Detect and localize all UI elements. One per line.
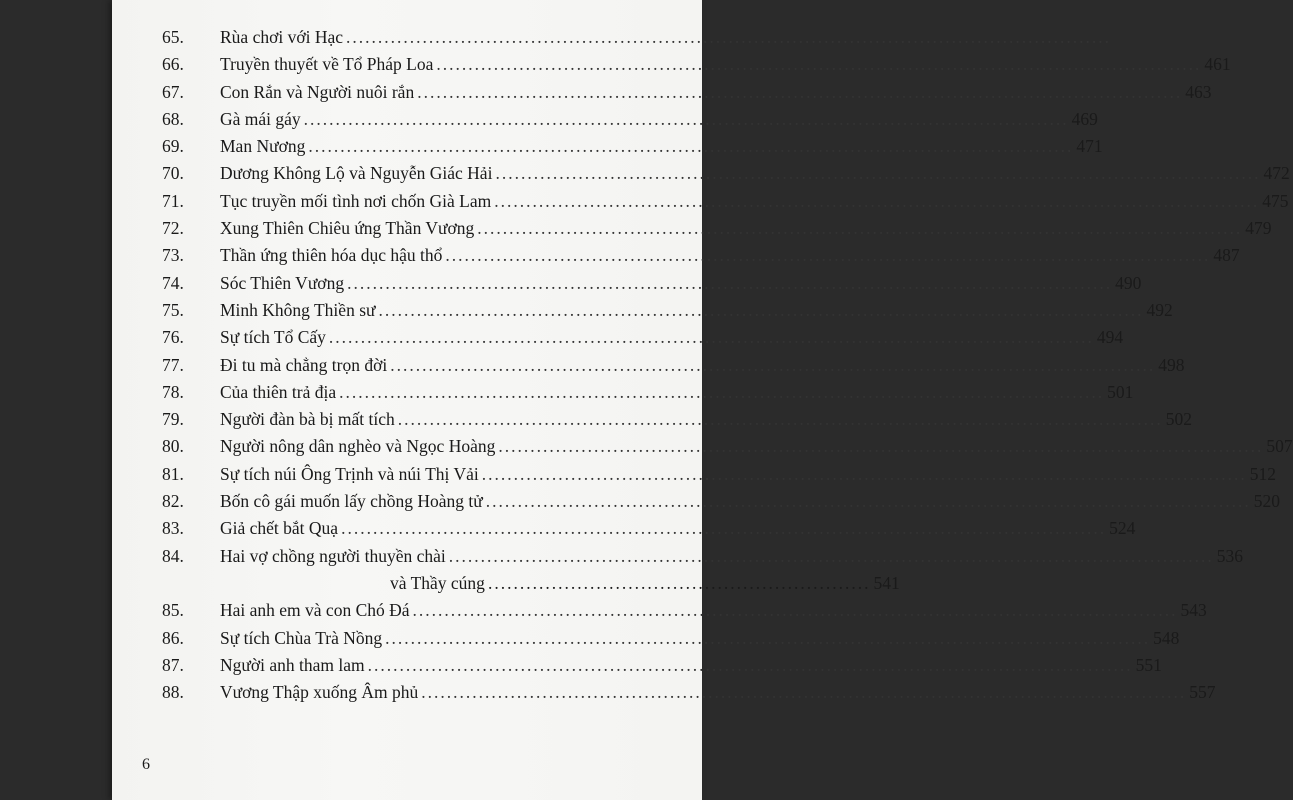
toc-entry-page: 541 [873, 572, 900, 593]
dot-leader: ........................................................................................................................ [485, 491, 1251, 512]
toc-entry-title: Rùa chơi với Hạc [220, 27, 343, 47]
toc-entry-number: 81. [162, 463, 184, 484]
toc-entry-number: 84. [162, 545, 184, 566]
toc-entry-page: 502 [1165, 409, 1192, 430]
dot-leader: ........................................................................................................................ [367, 654, 1133, 675]
toc-entry-number: 88. [162, 682, 184, 703]
dot-leader: ........................................................................................................................ [385, 627, 1151, 648]
toc-entry-title: Sự tích núi Ông Trịnh và núi Thị Vải [220, 463, 479, 484]
toc-entry-title: Người anh tham lam [220, 654, 365, 675]
toc-entry-page: 524 [1109, 518, 1136, 539]
toc-entry-number: 76. [162, 327, 184, 348]
toc-entry-page: 471 [1076, 136, 1103, 157]
toc-entry-page: 492 [1146, 299, 1173, 320]
dot-leader: ........................................................................................................................ [412, 600, 1178, 621]
toc-entry-title: Người nông dân nghèo và Ngọc Hoàng [220, 436, 496, 457]
toc-entry [162, 352, 1185, 379]
toc-entry-title: Người đàn bà bị mất tích [220, 409, 395, 430]
toc-entry-number: 70. [162, 163, 184, 184]
toc-entry [162, 215, 1272, 242]
toc-entry-page: 479 [1245, 218, 1272, 239]
toc-entry [162, 297, 1173, 324]
toc-entry [162, 188, 1289, 215]
toc-entry-number: 82. [162, 491, 184, 512]
page-number: 6 [142, 756, 150, 773]
toc-entry [162, 625, 1180, 652]
toc-entry-title: Minh Không Thiền sư [220, 299, 376, 320]
toc-entry-number: 65. [162, 27, 184, 47]
toc-entry [162, 79, 1212, 106]
toc-entry [162, 543, 1244, 570]
toc-entry [162, 324, 1124, 351]
dot-leader: ........................................................................................................................ [390, 354, 1156, 375]
toc-entry-page: 520 [1253, 491, 1280, 512]
dot-leader: ........................................................................................................................ [481, 463, 1247, 484]
toc-entry-number: 85. [162, 600, 184, 621]
toc-entry-number: 66. [162, 54, 184, 75]
dot-leader: ........................................................................................................................ [308, 136, 1074, 157]
toc-entry [162, 51, 1231, 78]
toc-entry-number: 69. [162, 136, 184, 157]
table-of-contents [162, 24, 1293, 706]
toc-entry-number: 72. [162, 218, 184, 239]
toc-entry-title: Xung Thiên Chiêu ứng Thần Vương [220, 218, 475, 239]
toc-entry-number: 83. [162, 518, 184, 539]
toc-entry [162, 515, 1136, 542]
toc-entry [162, 133, 1103, 160]
toc-entry-title: Hai anh em và con Chó Đá [220, 600, 410, 621]
toc-entry-title: Thần ứng thiên hóa dục hậu thổ [220, 245, 443, 266]
toc-entry-title: Giả chết bắt Quạ [220, 518, 339, 539]
toc-entry [162, 242, 1240, 269]
toc-entry-number: 77. [162, 354, 184, 375]
toc-entry-page: 494 [1096, 327, 1124, 348]
dot-leader: ........................................................................................................................ [339, 381, 1105, 402]
toc-entry [162, 652, 1162, 679]
toc-entry [162, 379, 1134, 406]
toc-entry [162, 679, 1216, 706]
toc-entry-number: 79. [162, 409, 184, 430]
toc-entry [162, 461, 1276, 488]
toc-entry-title: Đi tu mà chẳng trọn đời [220, 354, 388, 375]
toc-entry-title: Bốn cô gái muốn lấy chồng Hoàng tử [220, 491, 483, 512]
toc-entry-page: 512 [1249, 463, 1276, 484]
toc-entry-page: 551 [1135, 654, 1162, 675]
dot-leader: ........................................................................................................................ [494, 190, 1260, 211]
toc-entry-page: 472 [1263, 163, 1290, 184]
toc-entry-title: Hai vợ chồng người thuyền chài [220, 545, 446, 566]
toc-entry-page: 469 [1071, 108, 1098, 129]
toc-entry-number: 87. [162, 654, 184, 675]
toc-entry-title: và Thầy cúng [390, 572, 485, 593]
toc-entry-title: Vương Thập xuống Âm phủ [220, 682, 419, 703]
toc-entry [162, 160, 1290, 187]
toc-entry [162, 597, 1207, 624]
toc-entry-number: 80. [162, 436, 184, 457]
dot-leader: ........................................................................................................................ [495, 163, 1261, 184]
toc-entry [162, 106, 1098, 133]
dot-leader: ........................................................................................................................ [378, 299, 1144, 320]
toc-entry-title: Sóc Thiên Vương [220, 272, 345, 293]
dot-leader: ........................................................................................................................ [328, 327, 1094, 348]
dot-leader: ........................................................................................................................ [347, 272, 1113, 293]
dot-leader: ........................................................................................................................ [346, 27, 1111, 47]
toc-entry-title: Của thiên trả địa [220, 381, 337, 402]
toc-entry [162, 406, 1192, 433]
toc-entry-page: 557 [1189, 682, 1216, 703]
toc-entry-number: 75. [162, 299, 184, 320]
toc-entry-page: 463 [1185, 81, 1212, 102]
toc-entry-title: Truyền thuyết về Tổ Pháp Loa [220, 54, 434, 75]
toc-entry-title: Gà mái gáy [220, 108, 301, 129]
toc-entry-title: Dương Không Lộ và Nguyễn Giác Hải [220, 163, 493, 184]
toc-entry-page: 490 [1115, 272, 1142, 293]
dot-leader: ........................................................................................................................ [303, 108, 1069, 129]
toc-entry-page: 543 [1180, 600, 1207, 621]
dot-leader: ........................................................................................................................ [436, 54, 1202, 75]
toc-entry [162, 433, 1293, 460]
toc-entry [162, 488, 1280, 515]
toc-entry-title: Sự tích Tổ Cấy [220, 327, 326, 348]
dot-leader: ........................................................................................................................ [421, 682, 1187, 703]
toc-entry-page: 498 [1158, 354, 1185, 375]
toc-entry [162, 270, 1142, 297]
toc-entry [162, 24, 1111, 51]
dot-leader: ........................................................................................................................ [445, 245, 1211, 266]
dot-leader: ............................................................ [487, 572, 871, 593]
toc-entry-title: Con Rắn và Người nuôi rắn [220, 81, 415, 102]
toc-entry-title: Sự tích Chùa Trà Nồng [220, 627, 383, 648]
toc-entry-number: 86. [162, 627, 184, 648]
toc-entry-number: 71. [162, 190, 184, 211]
toc-entry-page: 501 [1107, 381, 1134, 402]
toc-entry-page: 461 [1204, 54, 1231, 75]
toc-entry-page: 536 [1216, 545, 1244, 566]
toc-entry-number: 78. [162, 381, 184, 402]
toc-entry-page: 475 [1262, 190, 1289, 211]
toc-entry-page: 507 [1266, 436, 1293, 457]
dot-leader: ........................................................................................................................ [477, 218, 1243, 239]
book-page [112, 0, 1293, 800]
dot-leader: ........................................................................................................................ [448, 545, 1214, 566]
toc-entry-title: Man Nương [220, 136, 306, 157]
dot-leader: ........................................................................................................................ [417, 81, 1183, 102]
toc-entry-number: 74. [162, 272, 184, 293]
toc-entry-page: 487 [1213, 245, 1240, 266]
toc-entry-title: Tục truyền mối tình nơi chốn Già Lam [220, 190, 492, 211]
toc-entry-number: 68. [162, 108, 184, 129]
toc-entry-number: 73. [162, 245, 184, 266]
toc-entry-page: 548 [1153, 627, 1180, 648]
toc-entry-number: 67. [162, 81, 184, 102]
toc-entry-continuation [162, 570, 900, 597]
dot-leader: ........................................................................................................................ [498, 436, 1264, 457]
dot-leader: ........................................................................................................................ [397, 409, 1163, 430]
dot-leader: ........................................................................................................................ [341, 518, 1107, 539]
